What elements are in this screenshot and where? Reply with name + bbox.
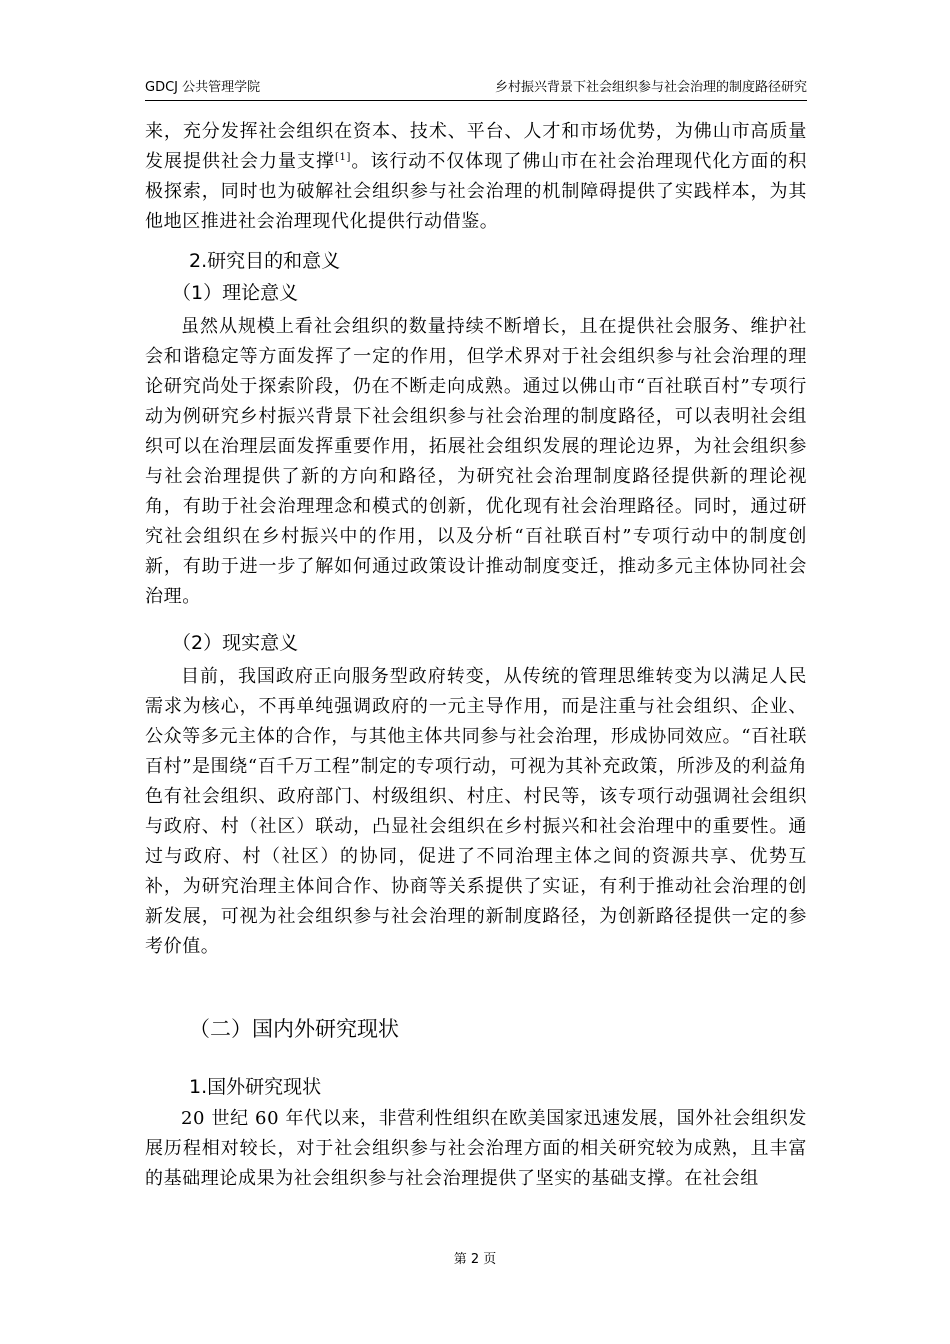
practice-paragraph: 目前，我国政府正向服务型政府转变，从传统的管理思维转变为以满足人民需求为核心，不再单纯强调政府的一元主导作用，而是注重与社会组织、企业、公众等多元主体的合作，与其他主体共同参与社会治理，形成协同效应。“百社联百村”是围绕“百千万工程”制定的专项行动，可视为其补充政策，所涉及的利益角色有社会组织、政府部门、村级组织、村庄、村民等，该专项行动强调社会组织与政府、村（社区）联动，凸显社会组织在乡村振兴和社会治理中的重要性。通过与政府、村（社区）的协同，促进了不同治理主体之间的资源共享、优势互补，为研究治理主体间合作、协商等关系提供了实证，有利于推动社会治理的创新发展，可视为社会组织参与社会治理的新制度路径，为创新路径提供一定的参考价值。 <box>145 666 807 957</box>
citation-1: [1] <box>335 152 351 163</box>
header-thesis-title: 乡村振兴背景下社会组织参与社会治理的制度路径研究 <box>494 80 807 95</box>
foreign-paragraph: 20 世纪 60 年代以来，非营利性组织在欧美国家迅速发展，国外社会组织发展历程相对较长，对于社会组织参与社会治理方面的相关研究较为成熟，且丰富的基础理论成果为社会组织参与社会治理提供了坚实的基础支撑。在社会组 <box>145 1108 807 1189</box>
theory-paragraph: 虽然从规模上看社会组织的数量持续不断增长，且在提供社会服务、维护社会和谐稳定等方面发挥了一定的作用，但学术界对于社会组织参与社会治理的理论研究尚处于探索阶段，仍在不断走向成熟。通过以佛山市“百社联百村”专项行动为例研究乡村振兴背景下社会组织参与社会治理的制度路径，可以表明社会组织可以在治理层面发挥重要作用，拓展社会组织发展的理论边界，为社会组织参与社会治理提供了新的方向和路径，为研究社会治理制度路径提供新的理论视角，有助于社会治理理念和模式的创新，优化现有社会治理路径。同时，通过研究社会组织在乡村振兴中的作用，以及分析“百社联百村”专项行动中的制度创新，有助于进一步了解如何通过政策设计推动制度变迁，推动多元主体协同社会治理。 <box>145 316 807 607</box>
page-header <box>145 78 807 101</box>
subheading-theory: （1）理论意义 <box>172 282 299 304</box>
section-heading-research-status: （二）国内外研究现状 <box>189 1017 399 1041</box>
page-number: 第 2 页 <box>453 1252 497 1267</box>
intro-text-after: 。该行动不仅体现了佛山市在社会治理现代化方面的积极探索，同时也为破解社会组织参与社会治理的机制障碍提供了实践样本，为其他地区推进社会治理现代化提供行动借鉴。 <box>145 151 807 232</box>
section-heading-foreign: 1.国外研究现状 <box>189 1076 322 1098</box>
header-institution: GDCJ 公共管理学院 <box>145 80 261 95</box>
subheading-practice: （2）现实意义 <box>172 632 299 654</box>
section-heading-purpose: 2.研究目的和意义 <box>189 250 341 272</box>
intro-paragraph-continued <box>145 117 807 237</box>
intro-text: 来，充分发挥社会组织在资本、技术、平台、人才和市场优势，为佛山市高质量发展提供社会力量支撑 <box>145 121 807 172</box>
